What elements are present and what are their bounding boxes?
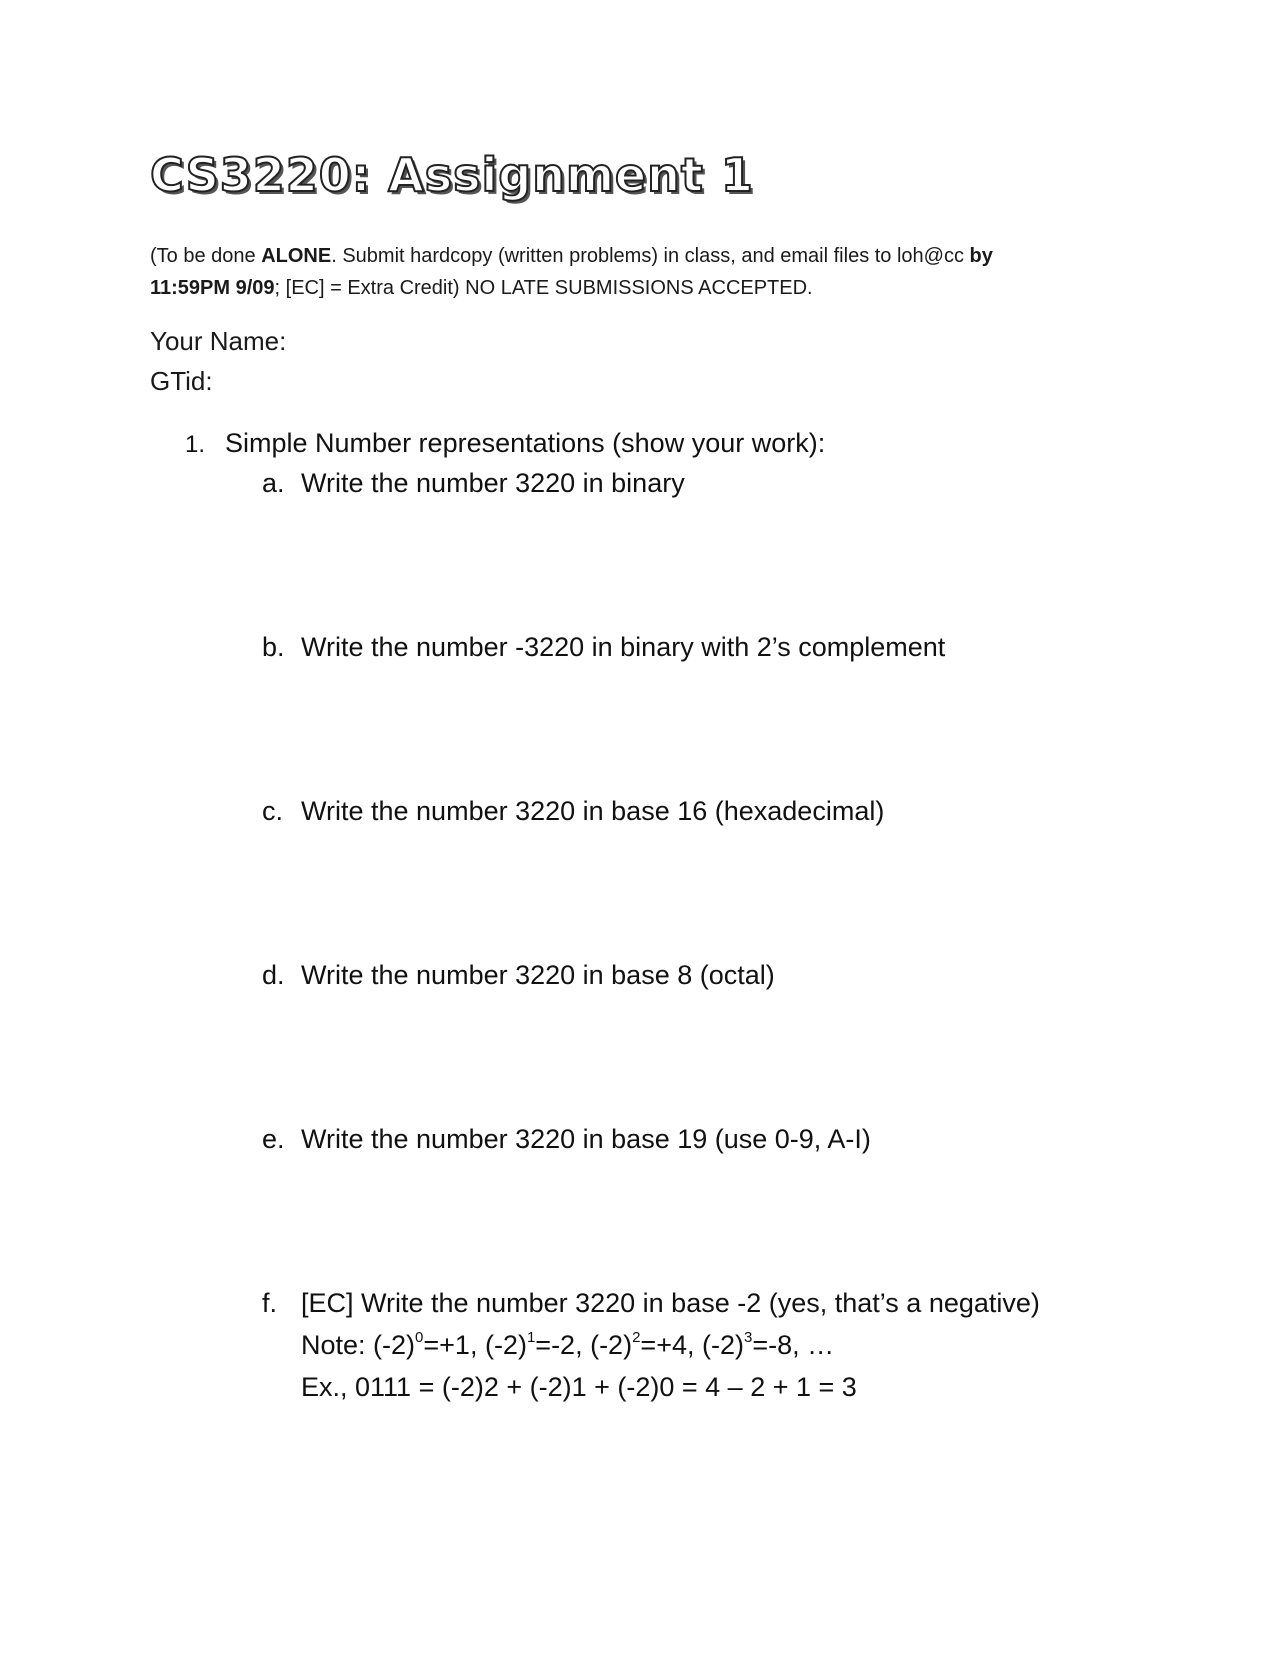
- question-number: 1.: [185, 431, 206, 458]
- part-text: Write the number -3220 in binary with 2’s complement: [301, 632, 946, 662]
- instructions-by: by: [969, 245, 993, 267]
- instructions-text: ; [EC] = Extra Credit) NO LATE SUBMISSIONS ACCEPTED.: [274, 277, 813, 299]
- question-text: Simple Number representations (show your work):: [225, 428, 826, 458]
- question-part-d: [262, 960, 775, 991]
- question-part-b: [262, 632, 945, 663]
- part-letter: c.: [262, 796, 284, 826]
- gtid-label: GTid:: [150, 366, 213, 396]
- note-term: (-2): [590, 1330, 633, 1360]
- note-term: (-2): [484, 1330, 527, 1360]
- instructions-paragraph: [150, 240, 1150, 304]
- question-part-e: [262, 1124, 871, 1155]
- instructions-alone: ALONE: [261, 245, 332, 267]
- instructions-text: (To be done: [150, 245, 262, 267]
- part-text: [EC] Write the number 3220 in base -2 (yes, that’s a negative): [301, 1288, 1040, 1318]
- note-value: =+4,: [640, 1330, 702, 1360]
- note-term: (-2): [373, 1330, 416, 1360]
- note-exponent: 3: [743, 1329, 753, 1346]
- name-label: Your Name:: [150, 326, 287, 356]
- part-letter: b.: [262, 632, 285, 662]
- page-title: CS3220: Assignment 1: [150, 148, 754, 202]
- part-text: Write the number 3220 in binary: [301, 468, 685, 498]
- note-value: =-8, …: [752, 1330, 835, 1360]
- instructions-deadline: 11:59PM 9/09: [150, 277, 275, 299]
- part-letter: f.: [262, 1288, 278, 1318]
- question-part-f: [262, 1288, 1040, 1319]
- part-letter: d.: [262, 960, 285, 990]
- note-line: [301, 1330, 834, 1361]
- note-prefix: Note:: [301, 1330, 374, 1360]
- instructions-text: . Submit hardcopy (written problems) in class, and email files to loh@cc: [331, 245, 970, 267]
- part-text: Write the number 3220 in base 16 (hexadecimal): [301, 796, 885, 826]
- example-line: Ex., 0111 = (-2)2 + (-2)1 + (-2)0 = 4 – 2 + 1 = 3: [301, 1372, 857, 1402]
- note-exponent: 0: [415, 1329, 424, 1346]
- question-1: [185, 428, 825, 459]
- note-exponent: 1: [526, 1329, 536, 1346]
- question-part-c: [262, 796, 884, 827]
- part-text: Write the number 3220 in base 19 (use 0-9, A-I): [301, 1124, 871, 1154]
- part-letter: a.: [262, 468, 285, 498]
- part-text: Write the number 3220 in base 8 (octal): [301, 960, 775, 990]
- note-value: =-2,: [535, 1330, 591, 1360]
- note-value: =+1,: [423, 1330, 485, 1360]
- note-term: (-2): [701, 1330, 744, 1360]
- note-exponent: 2: [632, 1329, 641, 1346]
- question-part-a: [262, 468, 685, 499]
- part-letter: e.: [262, 1124, 285, 1154]
